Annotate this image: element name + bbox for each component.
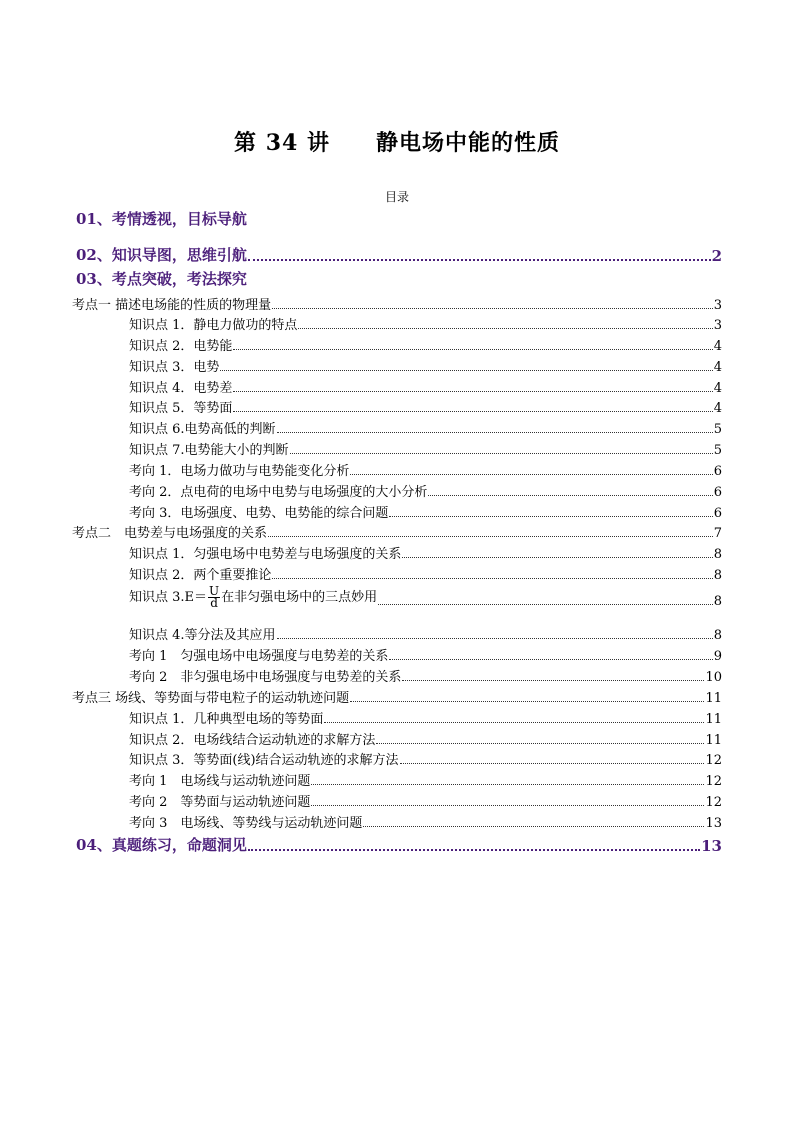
toc-page-number: 4 bbox=[713, 401, 722, 416]
toc-entry[interactable] bbox=[129, 812, 722, 831]
toc-entry-label: 知识点 3．等势面(线)结合运动轨迹的求解方法 bbox=[129, 753, 399, 768]
toc-page-number: 11 bbox=[705, 712, 722, 727]
dot-leader bbox=[233, 411, 712, 412]
toc-page-number: 12 bbox=[705, 753, 722, 768]
dot-leader bbox=[402, 680, 704, 681]
toc-entry[interactable] bbox=[129, 377, 722, 396]
toc-entry-label: 知识点 4.等分法及其应用 bbox=[129, 628, 276, 643]
dot-leader bbox=[311, 784, 704, 785]
toc-entry-label: 考向 1．电场力做功与电势能变化分析 bbox=[129, 464, 350, 479]
toc-entry-label: 知识点 6.电势高低的判断 bbox=[129, 422, 276, 437]
toc-entry-label: 知识点 7.电势能大小的判断 bbox=[129, 443, 289, 458]
toc-page-number: 6 bbox=[713, 464, 722, 479]
toc-page-number: 12 bbox=[705, 774, 722, 789]
toc-page-number: 4 bbox=[713, 381, 722, 396]
toc-entry-label: 知识点 2．电势能 bbox=[129, 339, 233, 354]
dot-leader bbox=[277, 432, 713, 433]
fraction-numerator: U bbox=[209, 584, 220, 598]
toc-page-number: 9 bbox=[713, 649, 722, 664]
dot-leader bbox=[272, 578, 712, 579]
toc-page-number: 4 bbox=[713, 360, 722, 375]
toc-page-number: 11 bbox=[705, 691, 722, 706]
toc-page-number: 8 bbox=[713, 547, 722, 562]
toc-page-number: 3 bbox=[713, 318, 722, 333]
toc-entry-label: 知识点 1．几种典型电场的等势面 bbox=[129, 712, 324, 727]
toc-page-number: 6 bbox=[713, 485, 722, 500]
dot-leader bbox=[402, 557, 712, 558]
toc-entry-label: 考向 3．电场强度、电势、电势能的综合问题 bbox=[129, 506, 389, 521]
dot-leader bbox=[277, 638, 713, 639]
toc-entry-label: 考点二 电势差与电场强度的关系 bbox=[72, 526, 268, 541]
dot-leader bbox=[248, 849, 700, 851]
toc-page-number: 8 bbox=[713, 594, 722, 609]
toc-page-number: 13 bbox=[701, 837, 722, 855]
formula-prefix: 知识点 3.E＝ bbox=[129, 590, 208, 605]
toc-entry[interactable] bbox=[129, 791, 722, 810]
dot-leader bbox=[233, 349, 712, 350]
toc-entry[interactable] bbox=[129, 335, 722, 354]
toc-entry-label: 知识点 3．电势 bbox=[129, 360, 220, 375]
toc-entry-label: 知识点 2．电场线结合运动轨迹的求解方法 bbox=[129, 733, 376, 748]
toc-entry[interactable] bbox=[72, 687, 722, 706]
toc-entry-label: 知识点 4．电势差 bbox=[129, 381, 233, 396]
toc-page-number: 11 bbox=[705, 733, 722, 748]
toc-entry-label: 考向 1 匀强电场中电场强度与电势差的关系 bbox=[129, 649, 389, 664]
toc-entry[interactable] bbox=[129, 460, 722, 479]
toc-entry[interactable] bbox=[129, 666, 722, 685]
toc-entry-label: 考向 2 等势面与运动轨迹问题 bbox=[129, 795, 311, 810]
dot-leader bbox=[298, 328, 712, 329]
toc-page-number: 4 bbox=[713, 339, 722, 354]
formula-suffix: 在非匀强电场中的三点妙用 bbox=[221, 590, 378, 605]
toc-entry[interactable] bbox=[129, 356, 722, 375]
toc-section-label: 04、真题练习，命题洞见 bbox=[76, 836, 247, 854]
dot-leader bbox=[389, 516, 712, 517]
toc-entry-label bbox=[129, 586, 377, 609]
toc-entry[interactable] bbox=[129, 418, 722, 437]
dot-leader bbox=[428, 495, 712, 496]
toc-entry-label: 考向 3 电场线、等势线与运动轨迹问题 bbox=[129, 816, 363, 831]
toc-entry[interactable] bbox=[129, 645, 722, 664]
page-title: 第 34 讲 静电场中能的性质 bbox=[234, 130, 560, 156]
toc-entry-label: 知识点 1．静电力做功的特点 bbox=[129, 318, 298, 333]
toc-page-number: 5 bbox=[713, 422, 722, 437]
dot-leader bbox=[376, 743, 704, 744]
toc-entry-label: 考点三 场线、等势面与带电粒子的运动轨迹问题 bbox=[72, 691, 350, 706]
toc-entry[interactable] bbox=[129, 770, 722, 789]
dot-leader bbox=[290, 453, 713, 454]
dot-leader bbox=[350, 474, 712, 475]
dot-leader bbox=[350, 701, 704, 702]
dot-leader bbox=[220, 370, 712, 371]
toc-entry[interactable] bbox=[129, 543, 722, 562]
toc-entry[interactable] bbox=[129, 586, 722, 609]
toc-entry[interactable] bbox=[129, 708, 722, 727]
dot-leader bbox=[268, 536, 713, 537]
toc-entry-label: 知识点 5．等势面 bbox=[129, 401, 233, 416]
toc-entry-label: 考点一 描述电场能的性质的物理量 bbox=[72, 298, 272, 313]
toc-entry-label: 知识点 2．两个重要推论 bbox=[129, 568, 272, 583]
toc-section-04[interactable] bbox=[76, 834, 722, 855]
toc-page-number: 13 bbox=[705, 816, 722, 831]
toc-entry[interactable] bbox=[72, 294, 722, 313]
toc-page-number: 8 bbox=[713, 628, 722, 643]
toc-entry-label: 考向 2 非匀强电场中电场强度与电势差的关系 bbox=[129, 670, 402, 685]
toc-page-number: 2 bbox=[711, 247, 722, 265]
dot-leader bbox=[363, 826, 704, 827]
toc-page-number: 3 bbox=[713, 298, 722, 313]
toc-entry[interactable] bbox=[129, 502, 722, 521]
toc-entry[interactable] bbox=[129, 397, 722, 416]
dot-leader bbox=[400, 763, 705, 764]
toc-page-number: 7 bbox=[713, 526, 722, 541]
toc-page-number: 5 bbox=[713, 443, 722, 458]
dot-leader bbox=[324, 722, 704, 723]
dot-leader bbox=[378, 604, 713, 605]
toc-entry-label: 考向 2．点电荷的电场中电势与电场强度的大小分析 bbox=[129, 485, 428, 500]
toc-entry[interactable] bbox=[72, 522, 722, 541]
dot-leader bbox=[389, 659, 712, 660]
toc-entry[interactable] bbox=[129, 729, 722, 748]
toc-entry[interactable] bbox=[129, 749, 722, 768]
toc-section-02[interactable] bbox=[76, 244, 722, 265]
toc-section-label: 02、知识导图，思维引航 bbox=[76, 246, 247, 264]
toc-page-number: 12 bbox=[705, 795, 722, 810]
toc-entry[interactable] bbox=[129, 564, 722, 583]
toc-page-number: 10 bbox=[705, 670, 722, 685]
toc-page-number: 8 bbox=[713, 568, 722, 583]
toc-entry-label: 知识点 1．匀强电场中电势差与电场强度的关系 bbox=[129, 547, 402, 562]
toc-page-number: 6 bbox=[713, 506, 722, 521]
dot-leader bbox=[248, 259, 711, 261]
toc-section-03[interactable] bbox=[76, 268, 722, 289]
dot-leader bbox=[233, 391, 712, 392]
toc-heading: 目录 bbox=[384, 190, 409, 204]
toc-entry[interactable] bbox=[129, 624, 722, 643]
toc-entry[interactable] bbox=[129, 481, 722, 500]
fraction-u-over-d bbox=[208, 586, 220, 609]
toc-entry-label: 考向 1 电场线与运动轨迹问题 bbox=[129, 774, 311, 789]
dot-leader bbox=[272, 308, 713, 309]
toc-section-label: 01、考情透视，目标导航 bbox=[76, 210, 247, 228]
toc-section-01[interactable] bbox=[76, 208, 722, 229]
toc-section-label: 03、考点突破，考法探究 bbox=[76, 270, 247, 288]
toc-entry[interactable] bbox=[129, 314, 722, 333]
fraction-denominator: d bbox=[210, 596, 218, 610]
dot-leader bbox=[311, 805, 704, 806]
toc-entry[interactable] bbox=[129, 439, 722, 458]
